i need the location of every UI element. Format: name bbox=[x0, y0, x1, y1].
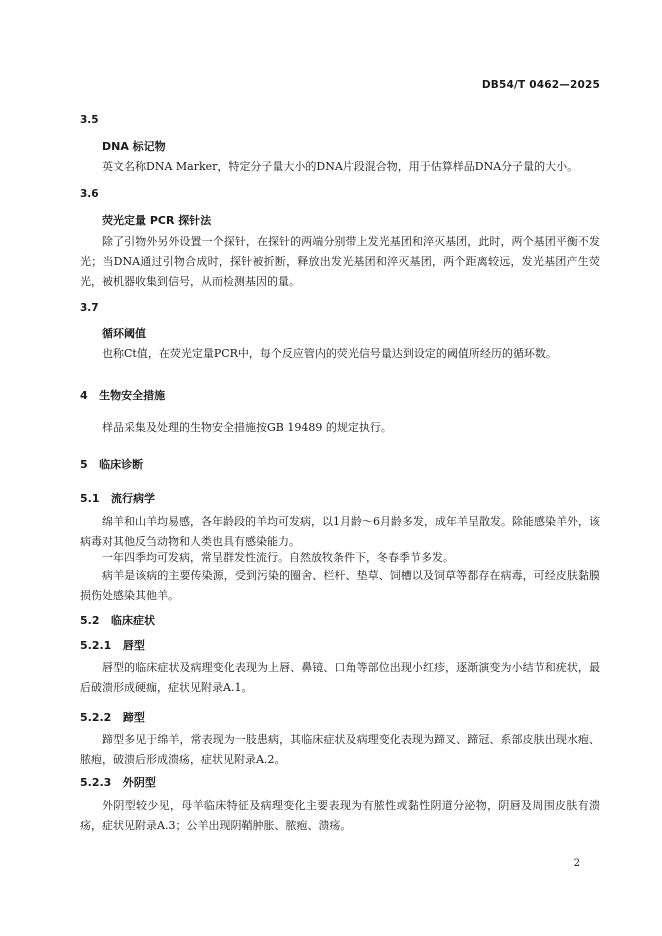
section-4-title: 生物安全措施 bbox=[99, 389, 166, 402]
standard-code: DB54/T 0462—2025 bbox=[481, 79, 600, 91]
section-5-2-title: 临床症状 bbox=[111, 614, 155, 627]
section-5-2-1-number: 5.2.1 bbox=[80, 639, 112, 652]
section-5-1-title: 流行病学 bbox=[111, 492, 155, 505]
term-definition-qpcr-probe: 除了引物外另外设置一个探针，在探针的两端分别带上发光基团和淬灭基团，此时，两个基团平衡不发光；当DNA通过引物合成时，探针被折断，释放出发光基团和淬灭基团，两个距离较远，发光基团产生荧光，被机器收集到信号，从而检测基因的量。 bbox=[80, 235, 600, 288]
section-5-2-3-number: 5.2.3 bbox=[80, 776, 112, 789]
page-number: 2 bbox=[573, 858, 580, 869]
epidemiology-paragraph-2: 一年四季均可发病，常呈群发性流行。自然放牧条件下，冬春季节多发。 bbox=[102, 551, 454, 564]
section-5-2-number: 5.2 bbox=[80, 614, 100, 627]
section-5-number: 5 bbox=[80, 458, 88, 471]
clause-number-3-5: 3.5 bbox=[80, 114, 99, 126]
section-5-2-1-heading bbox=[80, 637, 145, 653]
epidemiology-paragraph-1: 绵羊和山羊均易感，各年龄段的羊均可发病，以1月龄～6月龄多发，成年羊呈散发。除能感染羊外，该病毒对其他反刍动物和人类也具有感染能力。 bbox=[80, 515, 600, 548]
term-title-qpcr-probe: 荧光定量 PCR 探针法 bbox=[102, 214, 212, 227]
section-5-2-2-heading bbox=[80, 709, 145, 725]
clause-number-3-7: 3.7 bbox=[80, 302, 99, 314]
section-5-heading bbox=[80, 456, 143, 472]
term-title-dna-marker: DNA 标记物 bbox=[102, 140, 166, 153]
section-5-2-1-title: 唇型 bbox=[122, 639, 145, 652]
section-4-heading bbox=[80, 387, 165, 403]
term-definition-dna-marker: 英文名称DNA Marker，特定分子量大小的DNA片段混合物，用于估算样品DNA分子量的大小。 bbox=[102, 160, 579, 173]
section-5-1-number: 5.1 bbox=[80, 492, 100, 505]
term-definition-ct-value: 也称Ct值，在荧光定量PCR中，每个反应管内的荧光信号量达到设定的阈值所经历的循环数。 bbox=[102, 347, 557, 360]
section-4-number: 4 bbox=[80, 389, 88, 402]
clause-number-3-6: 3.6 bbox=[80, 188, 99, 200]
lip-type-text: 唇型的临床症状及病理变化表现为上唇、鼻镜、口角等部位出现小红疹，逐渐演变为小结节和疣状，最后破溃形成硬痂，症状见附录A.1。 bbox=[80, 661, 600, 694]
section-4-text: 样品采集及处理的生物安全措施按GB 19489 的规定执行。 bbox=[102, 421, 392, 434]
epidemiology-paragraph-3: 病羊是该病的主要传染源，受到污染的圈舍、栏杆、垫草、饲槽以及饲草等都存在病毒，可经皮肤黏膜损伤处感染其他羊。 bbox=[80, 569, 600, 602]
section-5-2-2-title: 蹄型 bbox=[122, 711, 145, 724]
section-5-title: 临床诊断 bbox=[99, 458, 144, 471]
section-5-2-3-title: 外阴型 bbox=[122, 776, 156, 789]
section-5-2-2-number: 5.2.2 bbox=[80, 711, 112, 724]
section-5-1-heading bbox=[80, 490, 155, 506]
section-5-2-3-heading bbox=[80, 774, 156, 790]
hoof-type-text: 蹄型多见于绵羊，常表现为一肢患病，其临床症状及病理变化表现为蹄叉、蹄冠、系部皮肤出现水疱、脓疱，破溃后形成溃疡，症状见附录A.2。 bbox=[80, 733, 600, 766]
term-title-ct-value: 循环阈值 bbox=[102, 327, 146, 340]
section-5-2-heading bbox=[80, 612, 155, 628]
vulva-type-text: 外阴型较少见，母羊临床特征及病理变化主要表现为有脓性或黏性阴道分泌物，阴唇及周围皮肤有溃疡，症状见附录A.3；公羊出现阴鞘肿胀、脓疱、溃疡。 bbox=[80, 799, 600, 832]
